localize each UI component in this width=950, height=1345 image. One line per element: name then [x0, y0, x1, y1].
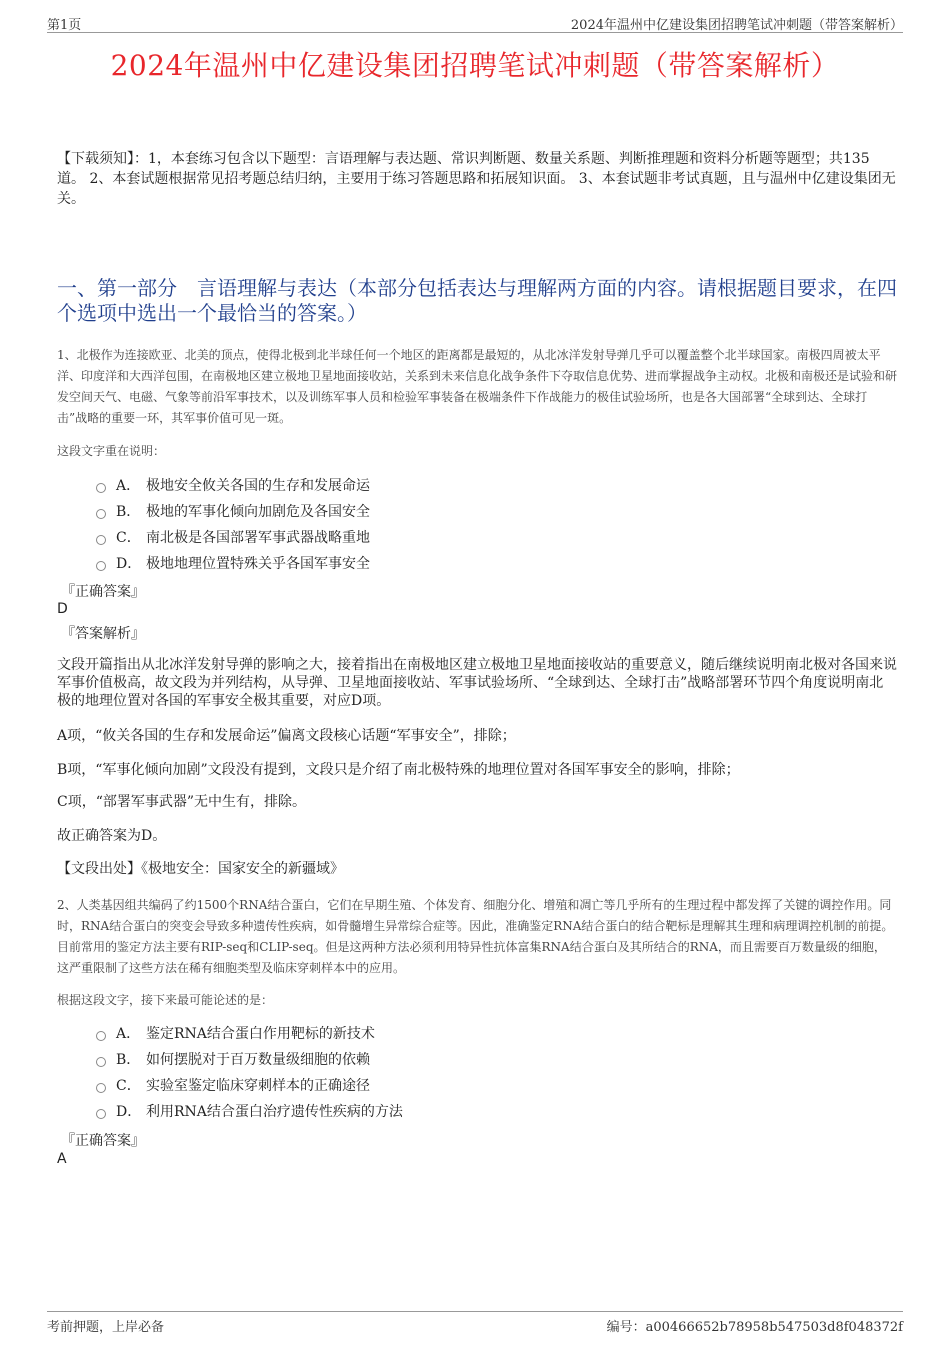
- radio-icon[interactable]: [96, 561, 106, 571]
- section-title: 一、第一部分 言语理解与表达（本部分包括表达与理解两方面的内容。请根据题目要求，在四个选项中选出一个最恰当的答案。）: [57, 276, 897, 325]
- option-text: 实验室鉴定临床穿刺样本的正确途径: [146, 1078, 370, 1094]
- radio-icon[interactable]: [96, 1031, 106, 1041]
- option-text: 极地安全攸关各国的生存和发展命运: [146, 478, 370, 494]
- option-b[interactable]: B． 如何摆脱对于百万数量级细胞的依赖: [96, 1047, 403, 1073]
- option-text: 鉴定RNA结合蛋白作用靶标的新技术: [146, 1026, 375, 1042]
- header-doc-name: 2024年温州中亿建设集团招聘笔试冲刺题（带答案解析）: [570, 18, 903, 33]
- radio-icon[interactable]: [96, 1057, 106, 1067]
- question-1-options: [96, 473, 370, 577]
- correct-answer: D: [57, 601, 68, 617]
- passage-source: 【文段出处】《极地安全：国家安全的新疆域》: [57, 861, 344, 877]
- option-a[interactable]: A． 鉴定RNA结合蛋白作用靶标的新技术: [96, 1021, 403, 1047]
- correct-answer: A: [57, 1151, 67, 1167]
- option-c[interactable]: C． 南北极是各国部署军事武器战略重地: [96, 525, 370, 551]
- question-1-prompt: 这段文字重在说明：: [57, 444, 166, 458]
- analysis-conclusion: 故正确答案为D。: [57, 828, 167, 844]
- radio-icon[interactable]: [96, 509, 106, 519]
- radio-icon[interactable]: [96, 1083, 106, 1093]
- analysis-paragraph: 文段开篇指出从北冰洋发射导弹的影响之大，接着指出在南极地区建立极地卫星地面接收站的重要意义，随后继续说明南北极对各国来说军事价值极高，故文段为并列结构，从导弹、卫星地面接收站、军事试验场所、“全球到达、全球打击”战略部署环节四个角度说明南北极的地理位置对各国的军事安全极其重要，对应D项。: [57, 657, 897, 709]
- question-1-text: 1、北极作为连接欧亚、北美的顶点，使得北极到北半球任何一个地区的距离都是最短的，从北冰洋发射导弹几乎可以覆盖整个北半球国家。南极四周被太平洋、印度洋和大西洋包围，在南极地区建立极地卫星地面接收站，关系到未来信息化战争条件下夺取信息优势、进而掌握战争主动权。北极和南极还是试验和研发空间天气、电磁、气象等前沿军事技术，以及训练军事人员和检验军事装备在极端条件下作战能力的极佳试验场所，也是各大国部署“全球到达、全球打击”战略的重要一环，其军事价值可见一斑。: [57, 348, 898, 425]
- page-footer: [47, 1311, 903, 1336]
- footer-slogan: 考前押题，上岸必备: [47, 1320, 165, 1335]
- option-d[interactable]: D． 极地地理位置特殊关乎各国军事安全: [96, 551, 370, 577]
- question-2-text: 2、人类基因组共编码了约1500个RNA结合蛋白，它们在早期生殖、个体发育、细胞分化、增殖和凋亡等几乎所有的生理过程中都发挥了关键的调控作用。同时，RNA结合蛋白的突变会导致多种遗传性疾病，如骨髓增生异常综合症等。因此，准确鉴定RNA结合蛋白的结合靶标是理解其生理和病理调控机制的前提。目前常用的鉴定方法主要有RIP-seq和CLIP-seq。但是这两种方法必须利用特异性抗体富集RNA结合蛋白及其所结合的RNA，而且需要百万数量级的细胞，这严重限制了这些方法在稀有细胞类型及临床穿刺样本中的应用。: [57, 898, 894, 975]
- download-notice: 【下载须知】：1，本套练习包含以下题型：言语理解与表达题、常识判断题、数量关系题、判断推理题和资料分析题等题型；共135道。 2、本套试题根据常见招考题总结归纳，主要用于练习答题思路和拓展知识面。 3、本套试题非考试真题，且与温州中亿建设集团无关。: [57, 151, 896, 207]
- option-b[interactable]: B． 极地的军事化倾向加剧危及各国安全: [96, 499, 370, 525]
- page-header: [47, 12, 903, 33]
- document-id: 编号：a00466652b78958b547503d8f048372f: [606, 1320, 903, 1335]
- option-text: 利用RNA结合蛋白治疗遗传性疾病的方法: [146, 1104, 403, 1120]
- document-title: 2024年温州中亿建设集团招聘笔试冲刺题（带答案解析）: [110, 49, 840, 82]
- option-a[interactable]: A． 极地安全攸关各国的生存和发展命运: [96, 473, 370, 499]
- analysis-option-c: C项，“部署军事武器”无中生有，排除。: [57, 794, 307, 810]
- option-d[interactable]: D． 利用RNA结合蛋白治疗遗传性疾病的方法: [96, 1099, 403, 1125]
- option-c[interactable]: C． 实验室鉴定临床穿刺样本的正确途径: [96, 1073, 403, 1099]
- analysis-label: 『答案解析』: [61, 626, 145, 642]
- radio-icon[interactable]: [96, 535, 106, 545]
- question-2-prompt: 根据这段文字，接下来最可能论述的是：: [57, 993, 274, 1007]
- option-text: 南北极是各国部署军事武器战略重地: [146, 530, 370, 546]
- option-text: 如何摆脱对于百万数量级细胞的依赖: [146, 1052, 370, 1068]
- analysis-option-b: B项，“军事化倾向加剧”文段没有提到，文段只是介绍了南北极特殊的地理位置对各国军事安全的影响，排除；: [57, 762, 740, 778]
- correct-answer-label: 『正确答案』: [61, 584, 145, 600]
- radio-icon[interactable]: [96, 1109, 106, 1119]
- page-number: 第1页: [47, 18, 82, 33]
- option-text: 极地地理位置特殊关乎各国军事安全: [146, 556, 370, 572]
- radio-icon[interactable]: [96, 483, 106, 493]
- correct-answer-label: 『正确答案』: [61, 1133, 145, 1149]
- analysis-option-a: A项，“攸关各国的生存和发展命运”偏离文段核心话题“军事安全”，排除；: [57, 728, 516, 744]
- question-2-options: [96, 1021, 403, 1125]
- option-text: 极地的军事化倾向加剧危及各国安全: [146, 504, 370, 520]
